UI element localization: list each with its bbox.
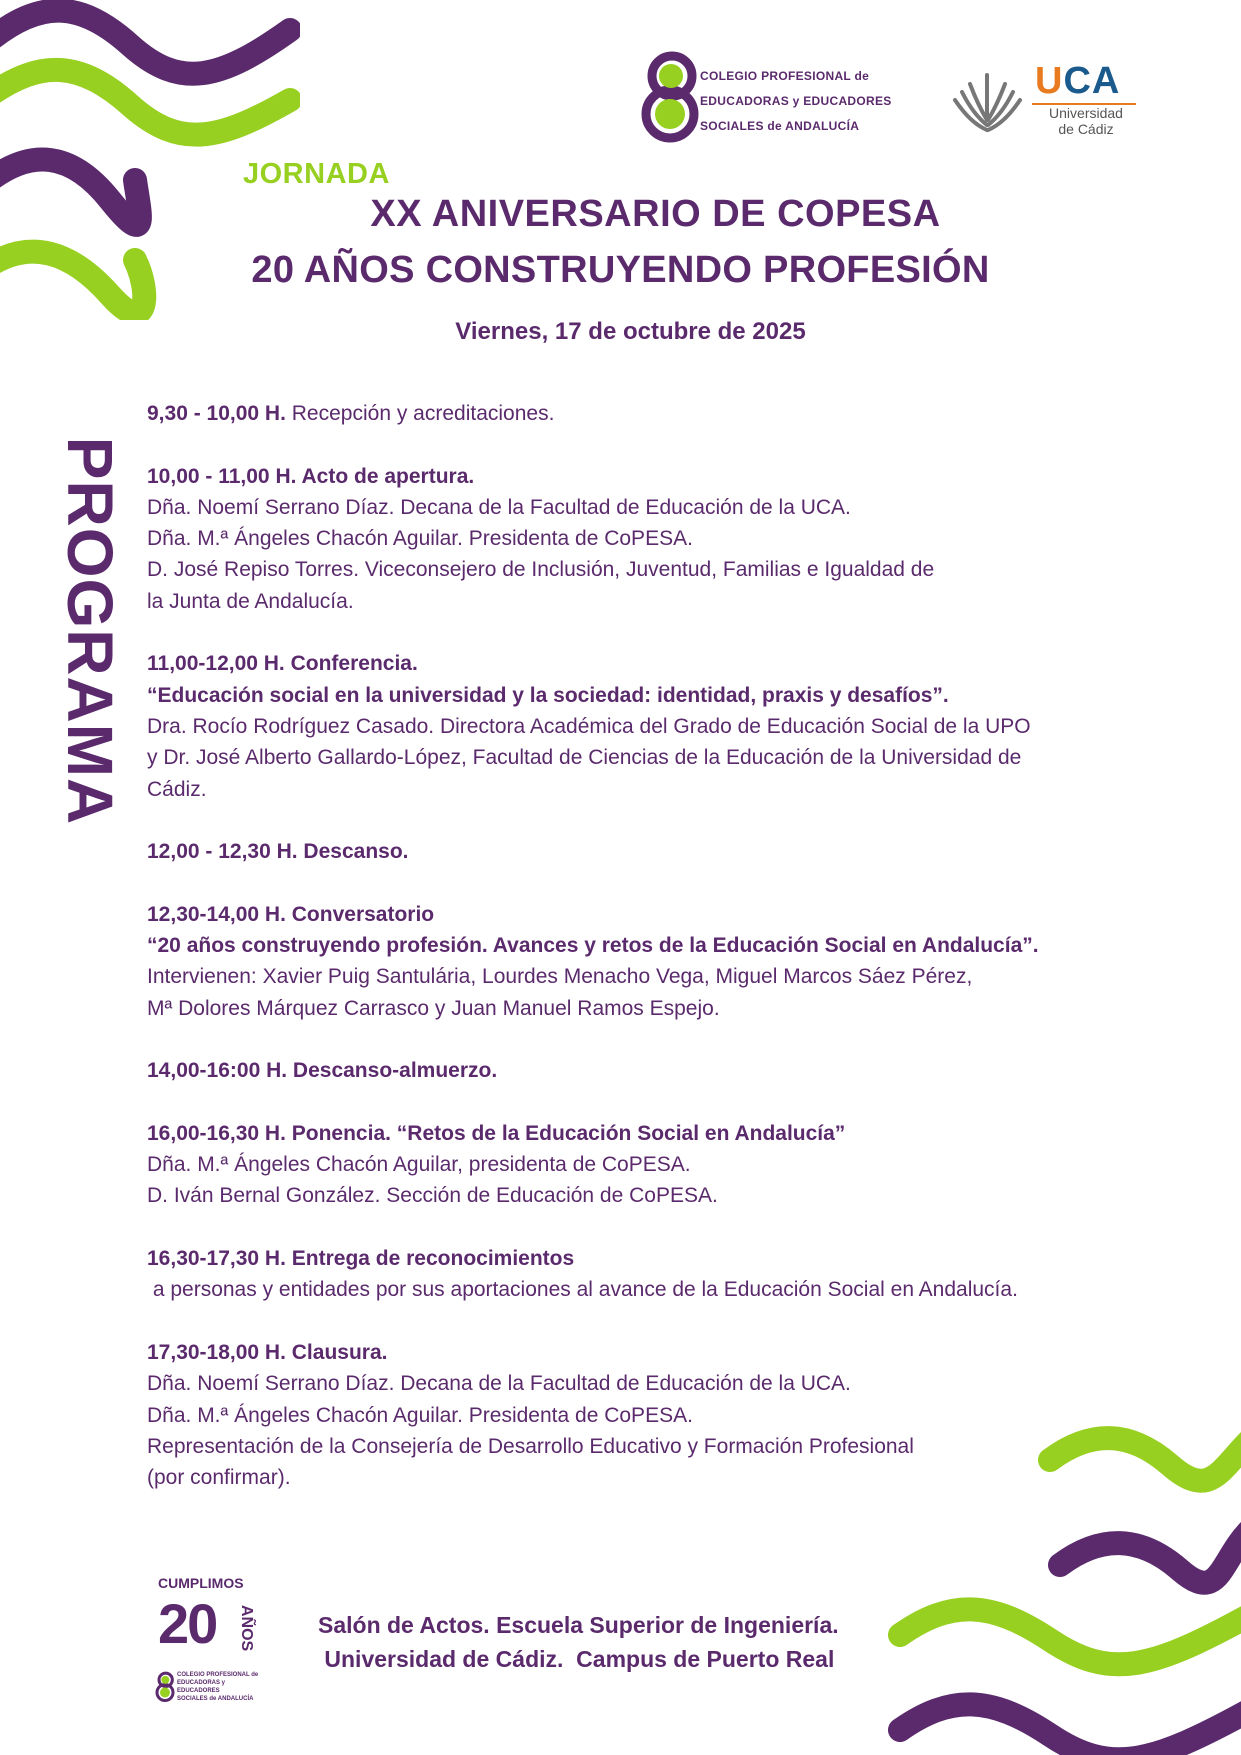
copesa-logo-text [700,64,892,139]
ponencia-speaker-2: D. Iván Bernal González. Sección de Educación de CoPESA. [147,1184,718,1208]
awards-heading: 16,30-17,30 H. Entrega de reconocimientos [147,1247,575,1271]
badge-cumplimos: CUMPLIMOS [158,1575,244,1591]
opening-speaker-3: D. José Repiso Torres. Viceconsejero de Inclusión, Juventud, Familias e Igualdad de [147,558,935,582]
program-item-break [147,836,1147,867]
opening-heading: 10,00 - 11,00 H. Acto de apertura. [147,464,475,488]
conference-speaker-2: y Dr. José Alberto Gallardo-López, Facultad de Ciencias de la Educación de la Universidad de [147,746,1022,770]
lunch-heading: 14,00-16:00 H. Descanso-almuerzo. [147,1059,498,1083]
conference-speaker-1: Dra. Rocío Rodríguez Casado. Directora Académica del Grado de Educación Social de la UPO [147,714,1031,738]
event-date: Viernes, 17 de octubre de 2025 [455,318,806,345]
programa-vertical-label: PROGRAMA [54,436,126,825]
closing-speaker-3: Representación de la Consejería de Desarrollo Educativo y Formación Profesional [147,1434,914,1458]
uca-name: UCA [1035,60,1121,102]
conference-heading: 11,00-12,00 H. Conferencia. [147,652,418,676]
conversatorio-heading: 12,30-14,00 H. Conversatorio [147,902,435,926]
program-item-closing [147,1337,1147,1493]
main-subtitle: 20 AÑOS CONSTRUYENDO PROFESIÓN [251,249,990,291]
reception-time: 9,30 - 10,00 H. [147,402,286,425]
program-item-conference [147,648,1147,804]
program-item-opening [147,461,1147,617]
badge-mini-text: COLEGIO PROFESIONAL de EDUCADORAS y EDUCADORES SOCIALES de ANDALUCÍA [177,1672,259,1702]
venue-line-1: Salón de Actos. Escuela Superior de Ingeniería. [318,1612,839,1638]
ponencia-heading: 16,00-16,30 H. Ponencia. “Retos de la Educación Social en Andalucía” [147,1121,846,1145]
opening-speaker-3-cont: la Junta de Andalucía. [147,589,354,613]
program-item-lunch [147,1055,1147,1086]
cumplimos-20-badge [155,1575,265,1710]
closing-speaker-1: Dña. Noemí Serrano Díaz. Decana de la Facultad de Educación de la UCA. [147,1372,851,1396]
uca-subtitle: Universidad de Cádiz [1049,105,1123,137]
conversatorio-speakers-1: Intervienen: Xavier Puig Santulária, Lourdes Menacho Vega, Miguel Marcos Sáez Pérez, [147,965,973,989]
uca-logo [950,60,1140,140]
reception-text: Recepción y acreditaciones. [291,402,555,425]
main-title: XX ANIVERSARIO DE COPESA [370,193,941,235]
ponencia-speaker-1: Dña. M.ª Ángeles Chacón Aguilar, presidenta de CoPESA. [147,1153,691,1177]
copesa-logo-line1: COLEGIO PROFESIONAL de [700,69,870,83]
venue-line-2: Universidad de Cádiz. Campus de Puerto Real [318,1646,835,1672]
badge-number: 20 [158,1592,217,1655]
closing-speaker-2: Dña. M.ª Ángeles Chacón Aguilar. Presidenta de CoPESA. [147,1403,693,1427]
uca-emblem-icon [950,70,1025,135]
conversatorio-speakers-2: Mª Dolores Márquez Carrasco y Juan Manuel Ramos Espejo. [147,996,720,1020]
closing-speaker-3-cont: (por confirmar). [147,1466,291,1490]
awards-description: a personas y entidades por sus aportaciones al avance de la Educación Social en Andalucía. [147,1278,1018,1302]
copesa-logo-line3: SOCIALES de ANDALUCÍA [700,119,860,133]
conference-speaker-2-cont: Cádiz. [147,777,207,801]
program-item-conversatorio [147,899,1147,1024]
opening-speaker-2: Dña. M.ª Ángeles Chacón Aguilar. Presidenta de CoPESA. [147,527,693,551]
program-item-reception [147,398,1147,429]
copesa-logo [640,50,910,145]
conference-title: “Educación social en la universidad y la sociedad: identidad, praxis y desafíos”. [147,683,949,707]
program-item-awards [147,1243,1147,1306]
copesa-8-icon [640,50,700,145]
program-schedule [147,398,1147,1525]
copesa-logo-line2: EDUCADORAS y EDUCADORES [700,94,892,108]
badge-anos: AÑOS [238,1605,255,1652]
program-item-ponencia [147,1118,1147,1212]
venue-info [318,1608,839,1676]
jornada-label: JORNADA [243,158,390,190]
opening-speaker-1: Dña. Noemí Serrano Díaz. Decana de la Facultad de Educación de la UCA. [147,495,851,519]
conversatorio-title: “20 años construyendo profesión. Avances y retos de la Educación Social en Andalucía”. [147,934,1039,958]
badge-copesa-8-icon [155,1670,175,1704]
break-heading: 12,00 - 12,30 H. Descanso. [147,840,409,864]
closing-heading: 17,30-18,00 H. Clausura. [147,1340,388,1364]
